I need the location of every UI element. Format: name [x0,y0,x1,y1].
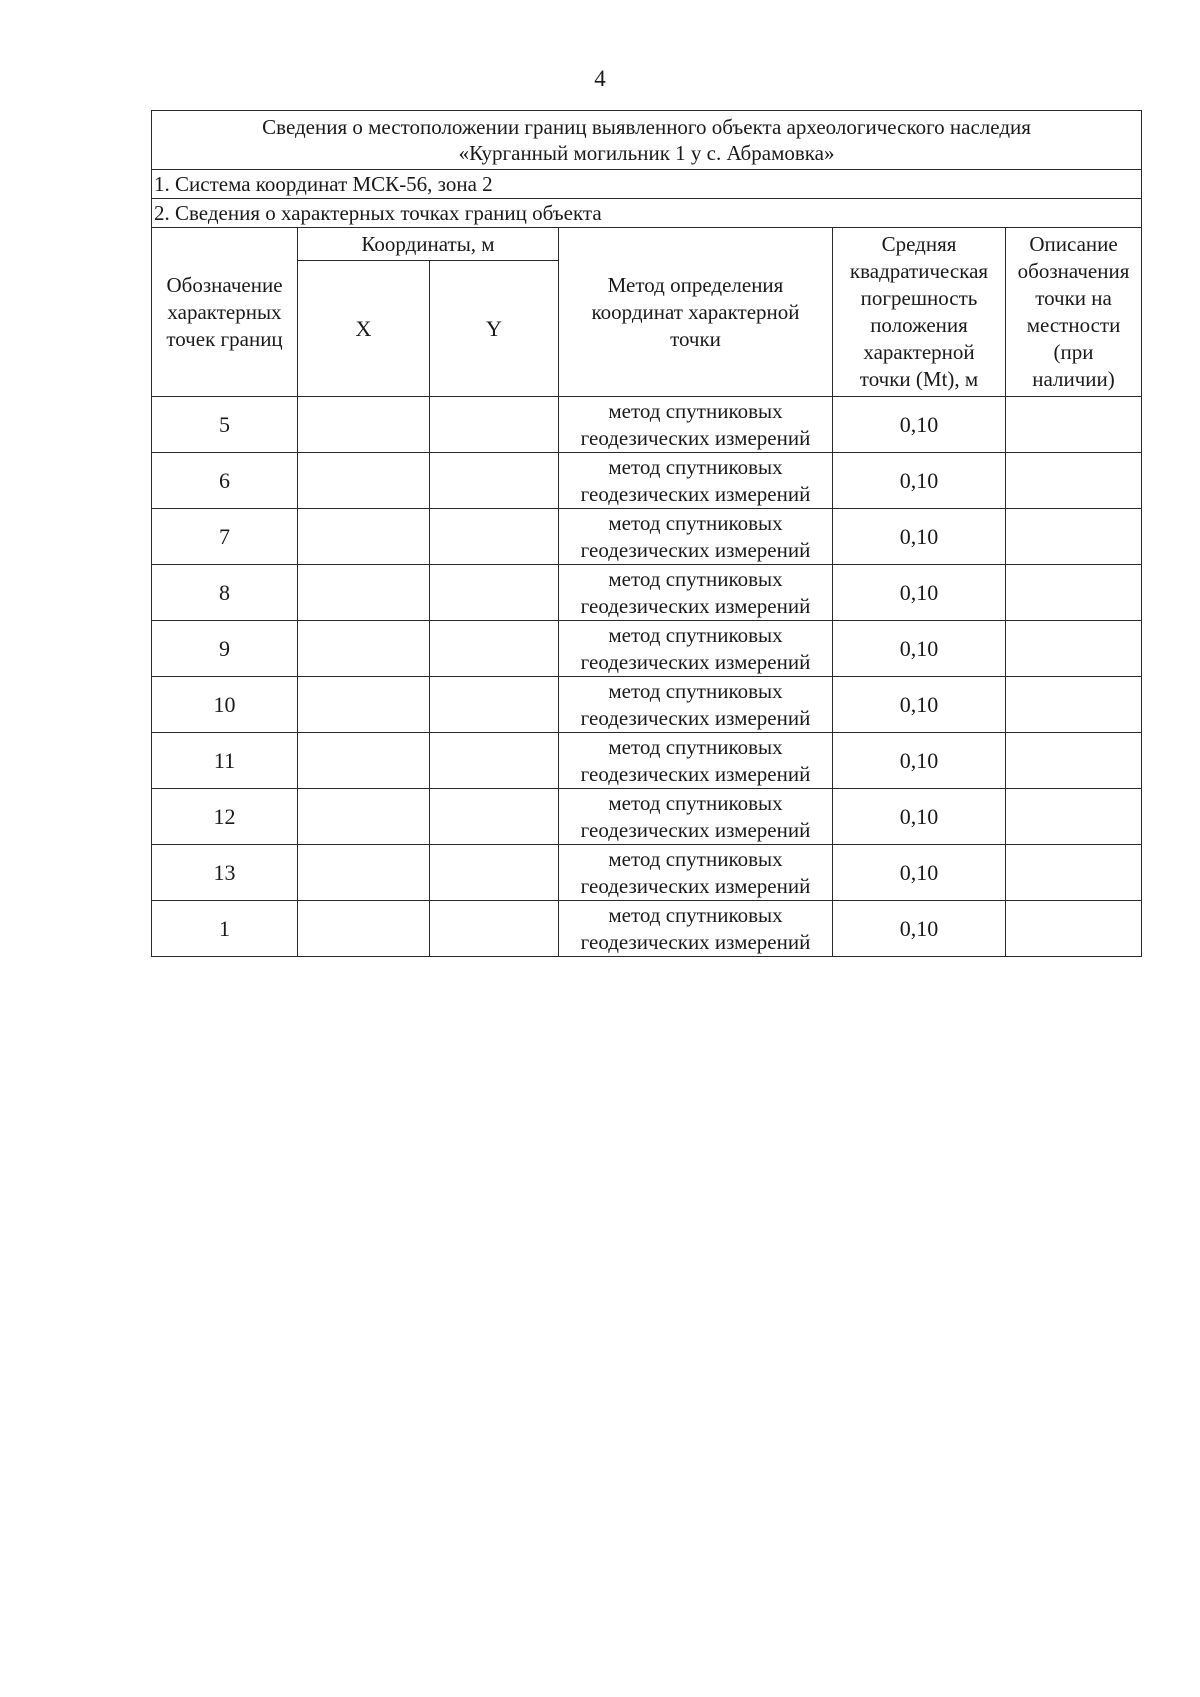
method-cell [559,733,833,789]
x-coordinate-cell [298,565,430,621]
header-error-line: характерной [863,340,975,364]
method-cell [559,621,833,677]
header-desc-line: (при [1053,340,1094,364]
description-cell [1006,733,1142,789]
method-line: метод спутниковых [608,678,783,703]
header-error-line: погрешность [860,286,978,310]
boundary-points-table [151,110,1142,957]
error-value-cell: 0,10 [833,453,1006,509]
point-number-cell: 11 [152,733,298,789]
y-coordinate-cell [430,453,559,509]
method-line: геодезических измерений [580,649,811,674]
table-row [152,845,1142,901]
error-value-cell: 0,10 [833,565,1006,621]
method-line: метод спутниковых [608,790,783,815]
method-cell [559,565,833,621]
method-line: геодезических измерений [580,481,811,506]
table-title-line1: Сведения о местоположении границ выявленного объекта археологического наследия [262,115,1031,139]
header-point-line: Обозначение [166,272,283,297]
header-desc-line: Описание [1029,232,1118,256]
y-coordinate-cell [430,397,559,453]
header-error-line: точки (Mt), м [859,367,979,391]
header-error-line: квадратическая [849,259,989,283]
method-line: метод спутниковых [608,902,783,927]
y-coordinate-cell [430,789,559,845]
method-line: метод спутниковых [608,510,783,535]
error-value-cell: 0,10 [833,397,1006,453]
point-number-cell: 9 [152,621,298,677]
method-line: метод спутниковых [608,398,783,423]
header-y: Y [430,261,559,397]
point-number-cell: 1 [152,901,298,957]
table-row [152,621,1142,677]
header-point-designation [152,228,298,397]
section-coordinate-system: 1. Система координат МСК-56, зона 2 [152,170,1142,199]
error-value-cell: 0,10 [833,789,1006,845]
method-line: метод спутниковых [608,846,783,871]
header-method-line: точки [670,326,721,351]
table-row [152,397,1142,453]
table-row [152,733,1142,789]
header-method [559,228,833,397]
point-number-cell: 7 [152,509,298,565]
table-row [152,789,1142,845]
header-desc-line: обозначения [1017,259,1130,283]
table-row [152,901,1142,957]
header-coordinates: Координаты, м [298,228,559,261]
point-number-cell: 13 [152,845,298,901]
description-cell [1006,509,1142,565]
point-number-cell: 5 [152,397,298,453]
method-cell [559,789,833,845]
header-error-line: положения [870,313,968,337]
header-method-line: координат характерной [591,299,800,324]
header-mean-square-error [833,228,1006,397]
y-coordinate-cell [430,845,559,901]
header-point-line: точек границ [166,326,283,351]
error-value-cell: 0,10 [833,677,1006,733]
method-line: геодезических измерений [580,537,811,562]
x-coordinate-cell [298,621,430,677]
description-cell [1006,845,1142,901]
table-row [152,453,1142,509]
header-x: X [298,261,430,397]
y-coordinate-cell [430,565,559,621]
table-row [152,509,1142,565]
method-line: метод спутниковых [608,566,783,591]
header-method-line: Метод определения [607,272,784,297]
table-row [152,677,1142,733]
description-cell [1006,565,1142,621]
method-line: геодезических измерений [580,705,811,730]
header-desc-line: точки на [1035,286,1112,310]
header-point-description [1006,228,1142,397]
method-line: геодезических измерений [580,873,811,898]
method-line: геодезических измерений [580,425,811,450]
point-number-cell: 8 [152,565,298,621]
description-cell [1006,397,1142,453]
method-line: геодезических измерений [580,929,811,954]
description-cell [1006,901,1142,957]
method-cell [559,509,833,565]
method-cell [559,677,833,733]
error-value-cell: 0,10 [833,733,1006,789]
table-row [152,565,1142,621]
y-coordinate-cell [430,621,559,677]
x-coordinate-cell [298,733,430,789]
section-boundary-points: 2. Сведения о характерных точках границ объекта [152,199,1142,228]
method-cell [559,453,833,509]
method-line: геодезических измерений [580,817,811,842]
header-point-line: характерных [167,299,282,324]
x-coordinate-cell [298,509,430,565]
method-cell [559,397,833,453]
description-cell [1006,677,1142,733]
x-coordinate-cell [298,677,430,733]
method-line: метод спутниковых [608,454,783,479]
y-coordinate-cell [430,901,559,957]
point-number-cell: 6 [152,453,298,509]
error-value-cell: 0,10 [833,621,1006,677]
page-number: 4 [594,66,606,91]
x-coordinate-cell [298,397,430,453]
method-cell [559,901,833,957]
error-value-cell: 0,10 [833,509,1006,565]
description-cell [1006,453,1142,509]
x-coordinate-cell [298,901,430,957]
header-error-line: Средняя [881,232,957,256]
description-cell [1006,789,1142,845]
error-value-cell: 0,10 [833,901,1006,957]
point-number-cell: 12 [152,789,298,845]
x-coordinate-cell [298,845,430,901]
method-line: метод спутниковых [608,622,783,647]
point-number-cell: 10 [152,677,298,733]
table-title-line2: «Курганный могильник 1 у с. Абрамовка» [458,141,835,165]
method-cell [559,845,833,901]
error-value-cell: 0,10 [833,845,1006,901]
y-coordinate-cell [430,677,559,733]
y-coordinate-cell [430,733,559,789]
header-desc-line: местности [1026,313,1121,337]
table-title [152,111,1142,170]
description-cell [1006,621,1142,677]
method-line: метод спутниковых [608,734,783,759]
method-line: геодезических измерений [580,761,811,786]
x-coordinate-cell [298,789,430,845]
header-desc-line: наличии) [1032,367,1115,391]
method-line: геодезических измерений [580,593,811,618]
y-coordinate-cell [430,509,559,565]
x-coordinate-cell [298,453,430,509]
